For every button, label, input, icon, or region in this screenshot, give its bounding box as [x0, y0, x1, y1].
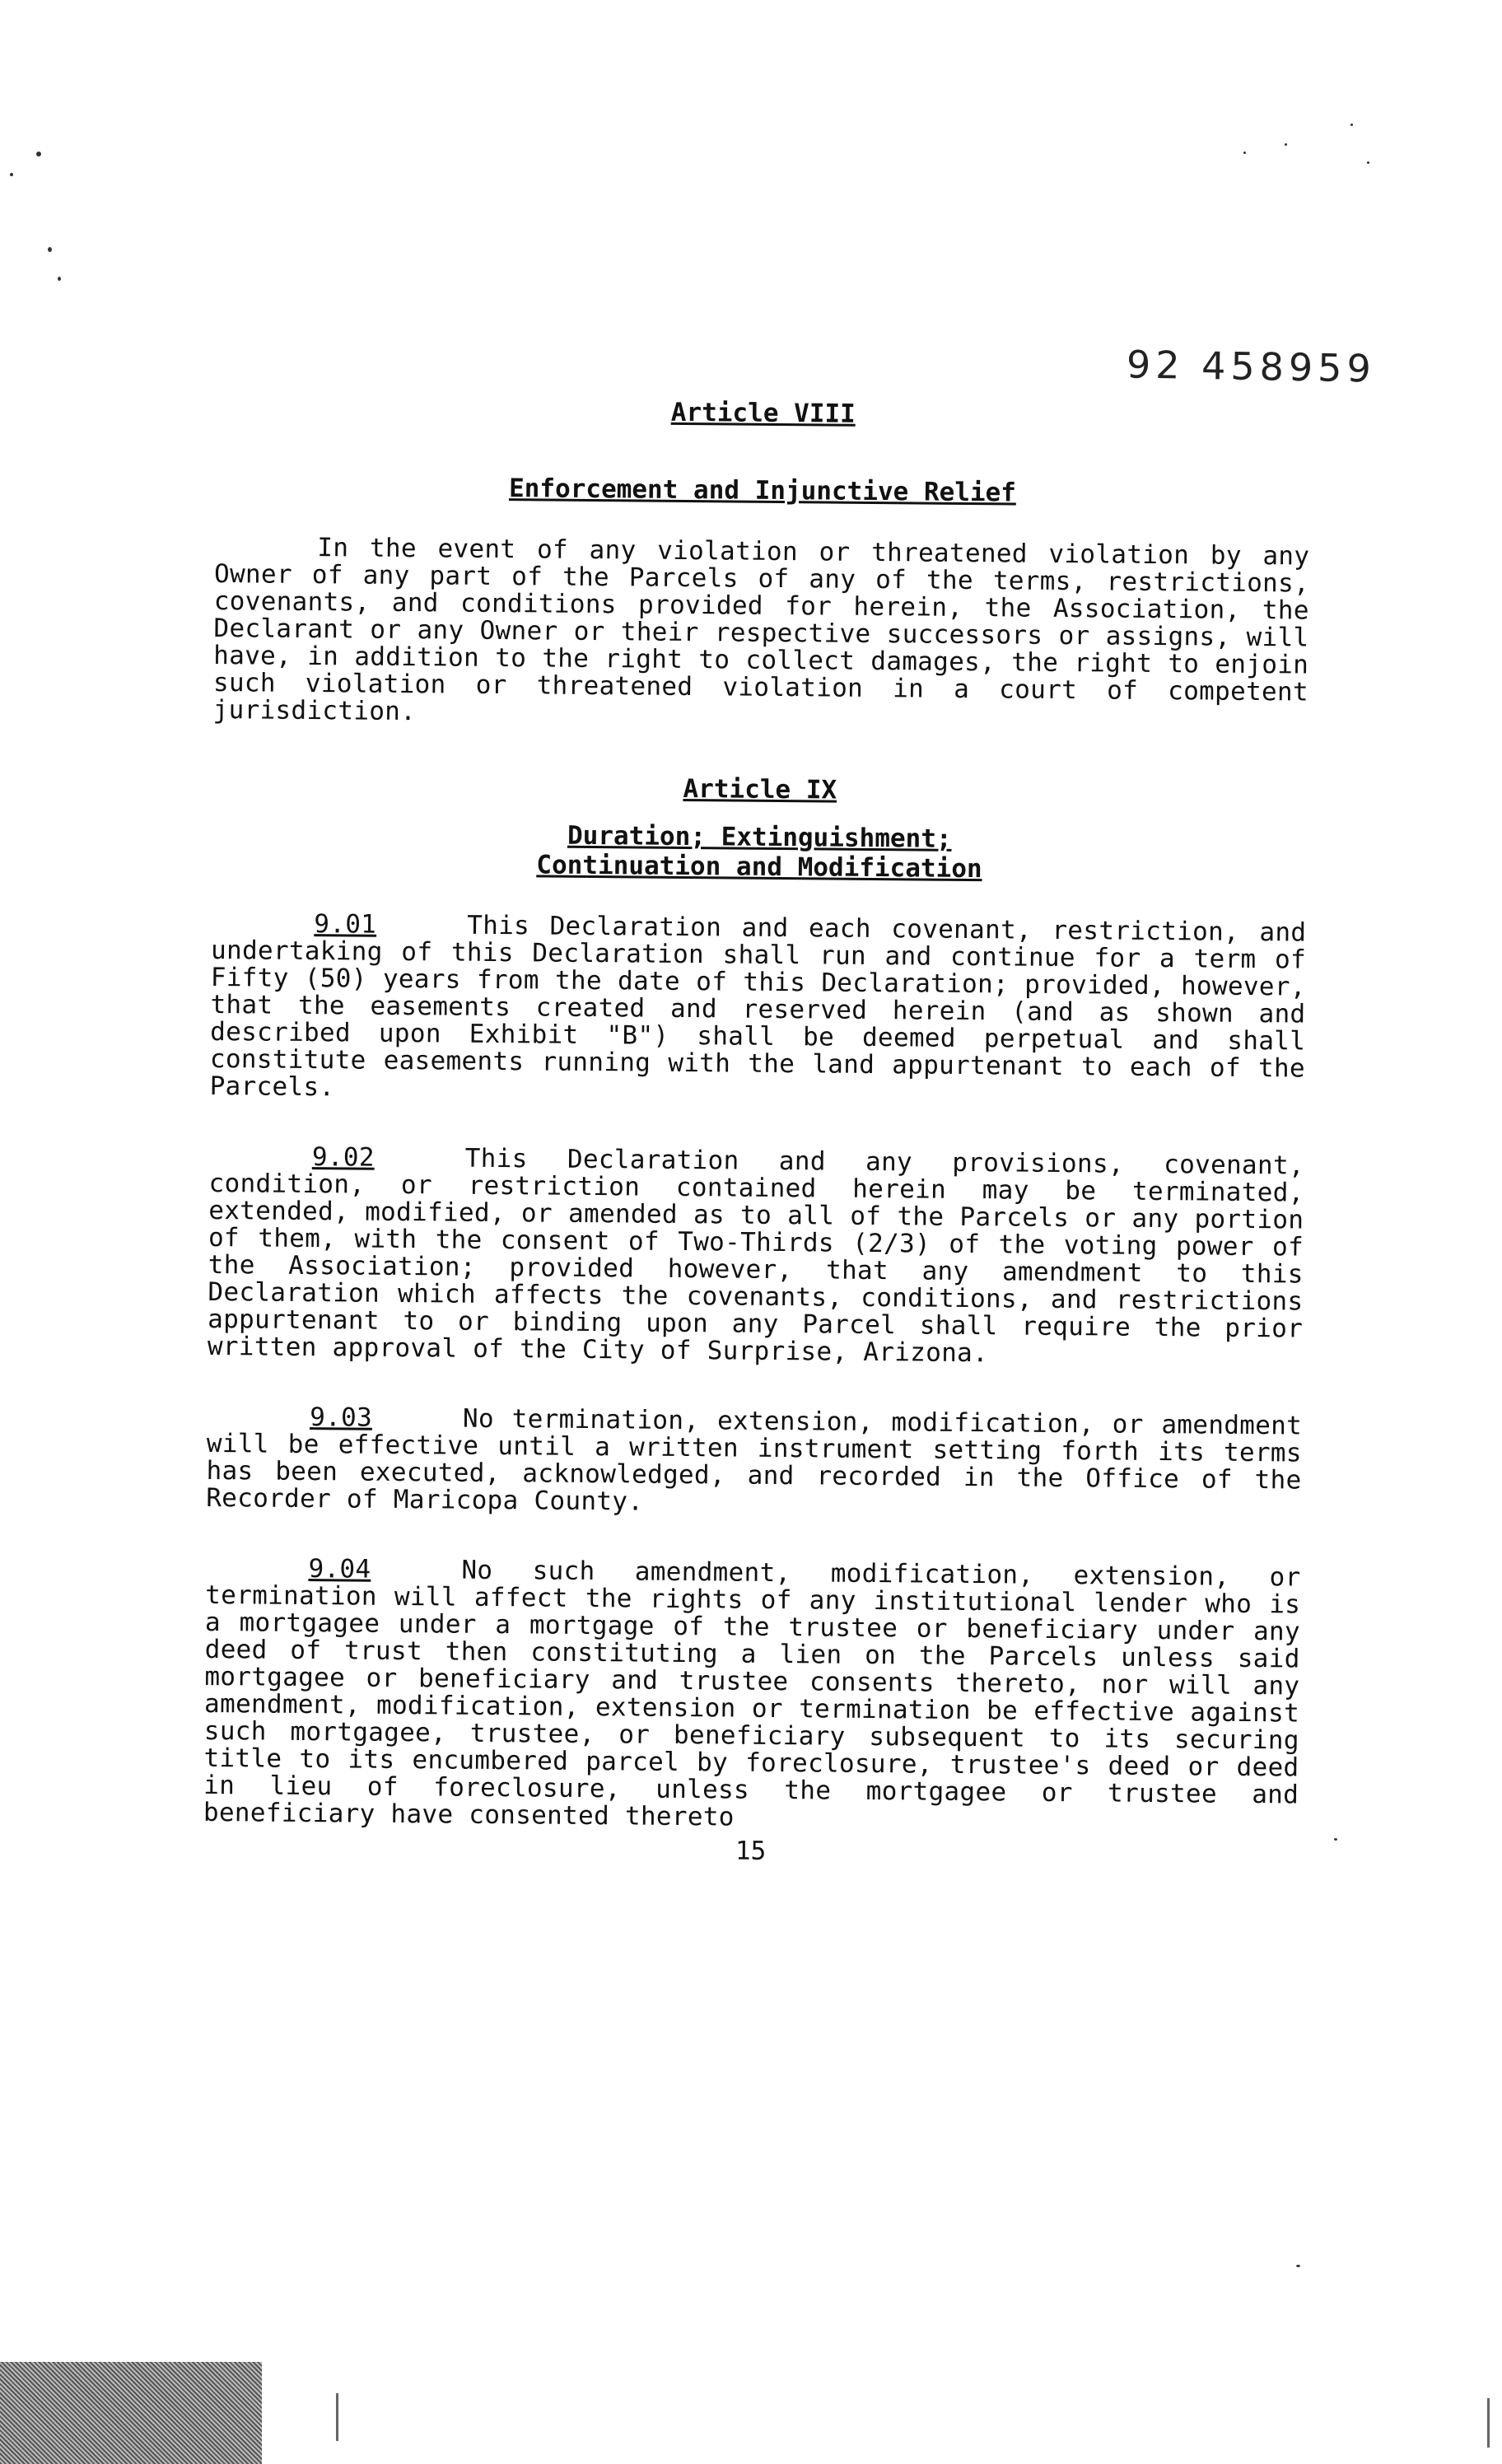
- article-ix-subtitle-line2: Continuation and Modification: [536, 850, 982, 884]
- article-ix-title: Article IX: [683, 773, 837, 805]
- article-viii-paragraph: [213, 534, 1310, 734]
- article-viii-body: In the event of any violation or threatened violation by any Owner of any part of the Parcels of any of the terms, restrictions, covenants, and conditions provided for herein, the Association, the Declarant or any Owner or their respective successors or assigns, will have, in addition to the right to collect damages, the right to enjoin such violation or threatened violation in a court of competent jurisdiction.: [212, 533, 1310, 727]
- section-text: This Declaration and any provisions, covenant, condition, or restriction contained herein may be terminated, extended, modified, or amended as to all of the Parcels or any portion of them, with the consent of Two-Thirds (2/3) of the voting power of the Association; provided however, that any amendment to this Declaration which affects the covenants, conditions, and restrictions appurtenant to or binding upon any Parcel shall require the prior written approval of the City of Surprise, Arizona.: [207, 1143, 1305, 1369]
- section-text: No such amendment, modification, extension, or termination will affect the rights of any institutional lender who is a mortgagee under a mortgage of the trustee or beneficiary under any deed of trust then constituting a lien on the Parcels unless said mortgagee or beneficiary and trustee consents thereto, nor will any amendment, modification, extension or termination be effective against such mortgagee, trustee, or beneficiary subsequent to its securing title to its encumbered parcel by foreclosure, trustee's deed or deed in lieu of foreclosure, unless the mortgagee or trustee and beneficiary have consented thereto: [203, 1555, 1301, 1832]
- section-number: 9.04: [308, 1554, 371, 1584]
- page-number: 15: [735, 1836, 767, 1866]
- section-number: 9.02: [311, 1142, 375, 1173]
- scan-speck: [36, 152, 41, 156]
- section-9-02: [208, 1143, 1304, 1370]
- document-number: 92 458959: [1126, 342, 1377, 391]
- scan-speck: [1367, 161, 1369, 164]
- section-9-03: [206, 1403, 1302, 1522]
- scan-speck: [1296, 2265, 1300, 2267]
- scan-speck: [1243, 152, 1246, 154]
- scan-speck: [58, 277, 61, 281]
- scan-speck: [1285, 143, 1287, 146]
- section-9-01: [210, 910, 1307, 1110]
- article-viii-subtitle: Enforcement and Injunctive Relief: [508, 474, 1017, 508]
- scan-artifact-line: [336, 2393, 338, 2441]
- scan-speck: [10, 173, 13, 176]
- scan-speck: [1334, 1838, 1337, 1841]
- article-viii-title: Article VIII: [670, 397, 856, 429]
- section-9-04: [203, 1555, 1301, 1836]
- section-text: No termination, extension, modification, or amendment will be effective until a written instrument setting forth its terms has been executed, acknowledged, and recorded in the Office of the Recorder of Maricopa County.: [206, 1403, 1303, 1517]
- article-ix-subtitle-line1: Duration; Extinguishment;: [567, 820, 952, 854]
- section-text: This Declaration and each covenant, restriction, and undertaking of this Declaration shall run and continue for a term of Fifty (50) years from the date of this Declaration; provided, however, that the easements created and reserved herein (and as shown and described upon Exhibit "B") shall be deemed perpetual and shall constitute easements running with the land appurtenant to each of the Parcels.: [209, 910, 1307, 1103]
- scan-artifact: [0, 2362, 262, 2464]
- scan-artifact-line: [1487, 2398, 1490, 2448]
- section-number: 9.03: [309, 1402, 373, 1433]
- document-content: [203, 394, 1311, 1871]
- section-number: 9.01: [314, 909, 377, 940]
- scan-speck: [48, 247, 52, 252]
- scan-speck: [1350, 124, 1353, 126]
